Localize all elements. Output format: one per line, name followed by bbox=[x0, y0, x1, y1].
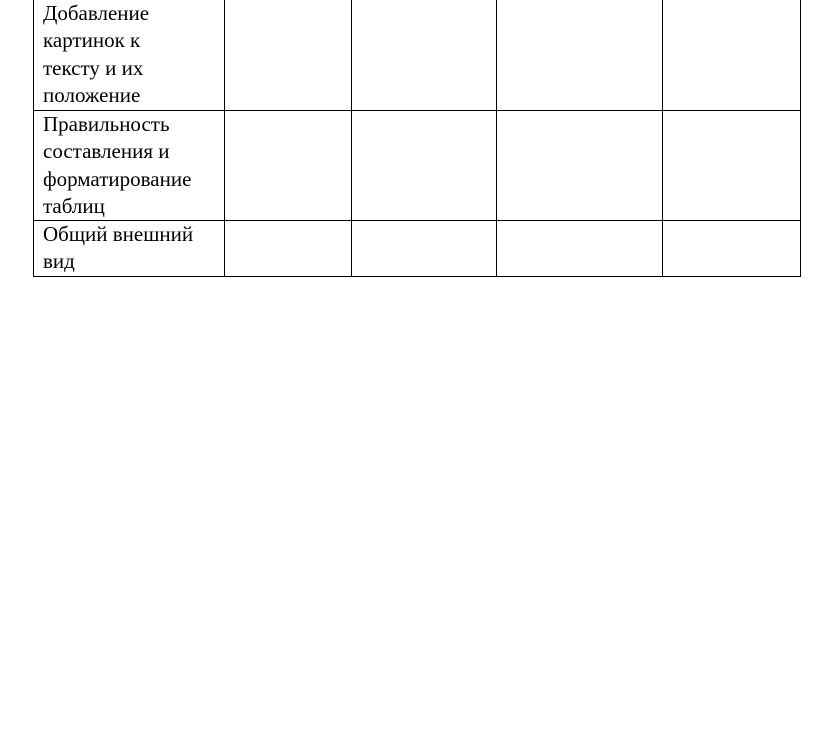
criterion-label: Добавление картинок к тексту и их положение bbox=[43, 1, 150, 107]
score-cell bbox=[352, 111, 497, 221]
score-cell bbox=[663, 0, 801, 111]
table-row bbox=[34, 0, 801, 111]
score-cell bbox=[497, 0, 663, 111]
criterion-cell bbox=[34, 0, 225, 111]
score-cell bbox=[352, 221, 497, 277]
criterion-label: Правильность составления и форматирование таблиц bbox=[43, 112, 192, 218]
score-cell bbox=[497, 221, 663, 277]
criterion-cell bbox=[34, 221, 225, 277]
score-cell bbox=[663, 111, 801, 221]
criterion-cell bbox=[34, 111, 225, 221]
table-row bbox=[34, 221, 801, 277]
score-cell bbox=[663, 221, 801, 277]
score-cell bbox=[225, 111, 352, 221]
score-cell bbox=[225, 221, 352, 277]
score-cell bbox=[352, 0, 497, 111]
score-cell bbox=[497, 111, 663, 221]
table-row bbox=[34, 111, 801, 221]
score-cell bbox=[225, 0, 352, 111]
evaluation-table bbox=[33, 0, 801, 277]
criterion-label: Общий внешний вид bbox=[43, 222, 194, 274]
